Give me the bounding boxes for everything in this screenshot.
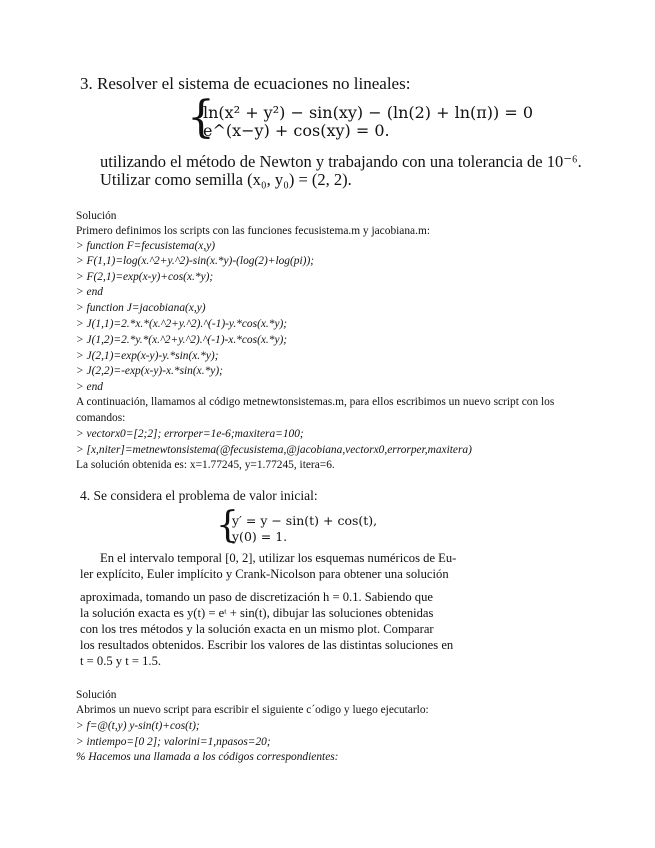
code-line: > function J=jacobiana(x,y) bbox=[76, 302, 206, 314]
problem-4-text-line: t = 0.5 y t = 1.5. bbox=[80, 654, 162, 668]
problem-4-text-line: los resultados obtenidos. Escribir los valores de las distintas soluciones en bbox=[80, 638, 454, 652]
problem-3-heading: 3. Resolver el sistema de ecuaciones no lineales: bbox=[80, 74, 411, 93]
code-line: > end bbox=[76, 286, 103, 298]
problem-4-heading: 4. Se considera el problema de valor inicial: bbox=[80, 488, 318, 503]
ivp-initial-condition: y(0) = 1. bbox=[232, 529, 288, 544]
problem-4-text-line: la solución exacta es y(t) = eᵗ + sin(t), dibujar las soluciones obtenidas bbox=[80, 606, 434, 620]
code-line: > function F=fecusistema(x,y) bbox=[76, 240, 216, 252]
equation-1: ln(x² + y²) − sin(xy) − (ln(2) + ln(π)) = 0 bbox=[203, 103, 534, 122]
code-line: > f=@(t,y) y-sin(t)+cos(t); bbox=[76, 720, 200, 732]
solution-2-title: Solución bbox=[76, 689, 117, 701]
code-line: > [x,niter]=metnewtonsistema(@fecusistema,@jacobiana,vectorx0,errorper,maxitera) bbox=[76, 444, 472, 456]
code-line: > end bbox=[76, 381, 103, 393]
code-line: > intiempo=[0 2]; valorini=1,npasos=20; bbox=[76, 736, 271, 748]
problem-4-text-line: En el intervalo temporal [0, 2], utilizar los esquemas numéricos de Eu- bbox=[100, 551, 457, 565]
problem-4-text-line: con los tres métodos y la solución exacta en un mismo plot. Comparar bbox=[80, 622, 434, 636]
code-line: > J(1,2)=2.*y.*(x.^2+y.^2).^(-1)-x.*cos(x.*y); bbox=[76, 334, 288, 346]
problem-4-text-line: ler explícito, Euler implícito y Crank-Nicolson para obtener una solución bbox=[80, 567, 449, 581]
problem-3-text-line-2: Utilizar como semilla (x₀, y₀) = (2, 2). bbox=[100, 170, 352, 189]
code-line: > F(2,1)=exp(x-y)+cos(x.*y); bbox=[76, 271, 214, 283]
code-line: % Hacemos una llamada a los códigos correspondientes: bbox=[76, 751, 339, 763]
solution-1-result: La solución obtenida es: x=1.77245, y=1.77245, itera=6. bbox=[76, 459, 335, 471]
system-brace: { bbox=[187, 92, 215, 143]
solution-1-title: Solución bbox=[76, 210, 117, 222]
code-line: > J(2,1)=exp(x-y)-y.*sin(x.*y); bbox=[76, 350, 219, 362]
ivp-equation: y′ = y − sin(t) + cos(t), bbox=[232, 513, 378, 528]
solution-1-paragraph-line-2: comandos: bbox=[76, 412, 126, 424]
ivp-brace: { bbox=[216, 505, 239, 546]
code-line: > vectorx0=[2;2]; errorper=1e-6;maxitera=100; bbox=[76, 428, 304, 440]
code-line: > F(1,1)=log(x.^2+y.^2)-sin(x.*y)-(log(2)+log(pi)); bbox=[76, 255, 315, 267]
equation-2: e^(x−y) + cos(xy) = 0. bbox=[203, 121, 390, 140]
problem-3-text-line-1: utilizando el método de Newton y trabajando con una tolerancia de 10⁻⁶. bbox=[100, 152, 582, 171]
code-line: > J(1,1)=2.*x.*(x.^2+y.^2).^(-1)-y.*cos(x.*y); bbox=[76, 318, 288, 330]
problem-4-text-line: aproximada, tomando un paso de discretización h = 0.1. Sabiendo que bbox=[80, 590, 433, 604]
solution-1-intro: Primero definimos los scripts con las funciones fecusistema.m y jacobiana.m: bbox=[76, 225, 430, 237]
code-line: > J(2,2)=-exp(x-y)-x.*sin(x.*y); bbox=[76, 365, 223, 377]
solution-2-intro: Abrimos un nuevo script para escribir el siguiente c´odigo y luego ejecutarlo: bbox=[76, 704, 429, 716]
solution-1-paragraph-line-1: A continuación, llamamos al código metnewtonsistemas.m, para ellos escribimos un nuevo script con los bbox=[76, 396, 555, 408]
